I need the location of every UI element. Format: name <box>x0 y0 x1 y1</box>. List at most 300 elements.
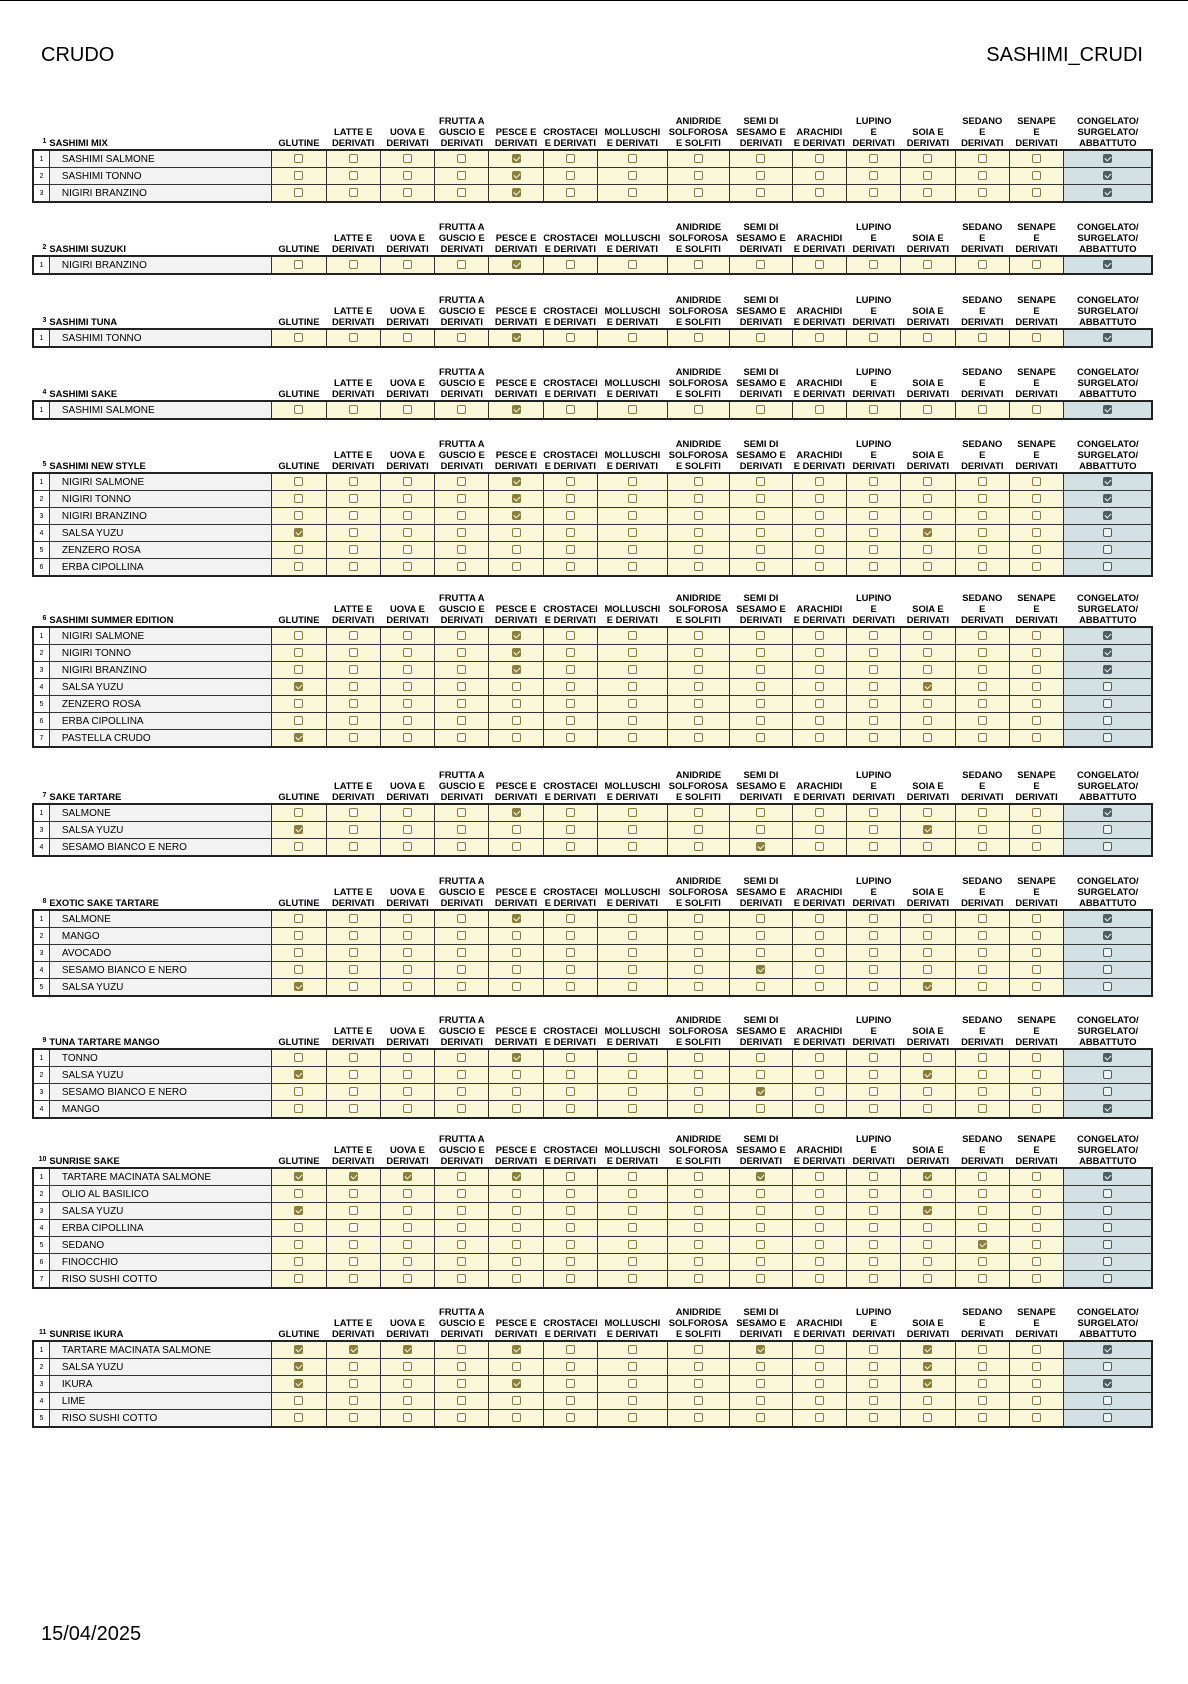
checkbox-empty-icon[interactable] <box>869 1345 878 1354</box>
checkbox-empty-icon[interactable] <box>978 631 987 640</box>
checkbox-empty-icon[interactable] <box>294 562 303 571</box>
checkbox-empty-icon[interactable] <box>923 631 932 640</box>
checkbox-empty-icon[interactable] <box>756 1362 765 1371</box>
checkbox-empty-icon[interactable] <box>349 716 358 725</box>
checkbox-empty-icon[interactable] <box>694 982 703 991</box>
checkbox-empty-icon[interactable] <box>349 494 358 503</box>
checkbox-empty-icon[interactable] <box>756 1240 765 1249</box>
checkbox-empty-icon[interactable] <box>628 1104 637 1113</box>
checkbox-empty-icon[interactable] <box>512 1070 521 1079</box>
checkbox-empty-icon[interactable] <box>978 477 987 486</box>
checkbox-empty-icon[interactable] <box>349 1223 358 1232</box>
checkbox-empty-icon[interactable] <box>815 842 824 851</box>
checkbox-empty-icon[interactable] <box>349 682 358 691</box>
checkbox-empty-icon[interactable] <box>512 1223 521 1232</box>
checkbox-empty-icon[interactable] <box>1103 825 1112 834</box>
checkbox-empty-icon[interactable] <box>815 511 824 520</box>
checkbox-checked-icon[interactable] <box>294 1362 303 1371</box>
checkbox-empty-icon[interactable] <box>566 260 575 269</box>
checkbox-empty-icon[interactable] <box>869 1104 878 1113</box>
checkbox-empty-icon[interactable] <box>1032 716 1041 725</box>
checkbox-empty-icon[interactable] <box>566 1053 575 1062</box>
checkbox-empty-icon[interactable] <box>1103 1362 1112 1371</box>
checkbox-empty-icon[interactable] <box>457 965 466 974</box>
checkbox-empty-icon[interactable] <box>1103 699 1112 708</box>
checkbox-empty-icon[interactable] <box>923 808 932 817</box>
checkbox-empty-icon[interactable] <box>1103 1070 1112 1079</box>
checkbox-empty-icon[interactable] <box>566 405 575 414</box>
checkbox-empty-icon[interactable] <box>756 699 765 708</box>
checkbox-checked-icon[interactable] <box>1103 808 1112 817</box>
checkbox-empty-icon[interactable] <box>978 842 987 851</box>
checkbox-empty-icon[interactable] <box>694 842 703 851</box>
checkbox-empty-icon[interactable] <box>628 1257 637 1266</box>
checkbox-empty-icon[interactable] <box>457 948 466 957</box>
checkbox-empty-icon[interactable] <box>566 965 575 974</box>
checkbox-checked-icon[interactable] <box>1103 477 1112 486</box>
checkbox-checked-icon[interactable] <box>923 682 932 691</box>
checkbox-empty-icon[interactable] <box>349 260 358 269</box>
checkbox-empty-icon[interactable] <box>756 171 765 180</box>
checkbox-empty-icon[interactable] <box>457 982 466 991</box>
checkbox-empty-icon[interactable] <box>628 260 637 269</box>
checkbox-empty-icon[interactable] <box>694 648 703 657</box>
checkbox-empty-icon[interactable] <box>694 154 703 163</box>
checkbox-empty-icon[interactable] <box>512 1087 521 1096</box>
checkbox-checked-icon[interactable] <box>349 1172 358 1181</box>
checkbox-empty-icon[interactable] <box>457 1223 466 1232</box>
checkbox-empty-icon[interactable] <box>403 1189 412 1198</box>
checkbox-empty-icon[interactable] <box>403 260 412 269</box>
checkbox-empty-icon[interactable] <box>403 1396 412 1405</box>
checkbox-empty-icon[interactable] <box>815 825 824 834</box>
checkbox-empty-icon[interactable] <box>628 562 637 571</box>
checkbox-checked-icon[interactable] <box>512 511 521 520</box>
checkbox-empty-icon[interactable] <box>978 562 987 571</box>
checkbox-empty-icon[interactable] <box>815 494 824 503</box>
checkbox-empty-icon[interactable] <box>815 965 824 974</box>
checkbox-empty-icon[interactable] <box>1103 1087 1112 1096</box>
checkbox-empty-icon[interactable] <box>566 1240 575 1249</box>
checkbox-empty-icon[interactable] <box>756 682 765 691</box>
checkbox-empty-icon[interactable] <box>1032 1206 1041 1215</box>
checkbox-checked-icon[interactable] <box>756 1345 765 1354</box>
checkbox-empty-icon[interactable] <box>978 982 987 991</box>
checkbox-empty-icon[interactable] <box>869 1206 878 1215</box>
checkbox-empty-icon[interactable] <box>869 825 878 834</box>
checkbox-empty-icon[interactable] <box>566 545 575 554</box>
checkbox-empty-icon[interactable] <box>756 1206 765 1215</box>
checkbox-empty-icon[interactable] <box>512 1189 521 1198</box>
checkbox-empty-icon[interactable] <box>1032 808 1041 817</box>
checkbox-empty-icon[interactable] <box>756 545 765 554</box>
checkbox-empty-icon[interactable] <box>403 1087 412 1096</box>
checkbox-empty-icon[interactable] <box>566 562 575 571</box>
checkbox-empty-icon[interactable] <box>457 648 466 657</box>
checkbox-empty-icon[interactable] <box>815 405 824 414</box>
checkbox-empty-icon[interactable] <box>349 931 358 940</box>
checkbox-empty-icon[interactable] <box>694 1379 703 1388</box>
checkbox-empty-icon[interactable] <box>815 1379 824 1388</box>
checkbox-empty-icon[interactable] <box>512 965 521 974</box>
checkbox-empty-icon[interactable] <box>349 1053 358 1062</box>
checkbox-empty-icon[interactable] <box>756 631 765 640</box>
checkbox-empty-icon[interactable] <box>294 333 303 342</box>
checkbox-empty-icon[interactable] <box>756 188 765 197</box>
checkbox-empty-icon[interactable] <box>566 808 575 817</box>
checkbox-empty-icon[interactable] <box>294 1087 303 1096</box>
checkbox-empty-icon[interactable] <box>349 1379 358 1388</box>
checkbox-empty-icon[interactable] <box>756 494 765 503</box>
checkbox-empty-icon[interactable] <box>1032 1362 1041 1371</box>
checkbox-empty-icon[interactable] <box>566 699 575 708</box>
checkbox-checked-icon[interactable] <box>923 1206 932 1215</box>
checkbox-empty-icon[interactable] <box>978 1172 987 1181</box>
checkbox-empty-icon[interactable] <box>978 494 987 503</box>
checkbox-empty-icon[interactable] <box>457 733 466 742</box>
checkbox-empty-icon[interactable] <box>566 511 575 520</box>
checkbox-empty-icon[interactable] <box>349 665 358 674</box>
checkbox-empty-icon[interactable] <box>815 477 824 486</box>
checkbox-checked-icon[interactable] <box>512 914 521 923</box>
checkbox-empty-icon[interactable] <box>815 188 824 197</box>
checkbox-empty-icon[interactable] <box>403 665 412 674</box>
checkbox-empty-icon[interactable] <box>403 494 412 503</box>
checkbox-empty-icon[interactable] <box>628 1206 637 1215</box>
checkbox-empty-icon[interactable] <box>923 1104 932 1113</box>
checkbox-empty-icon[interactable] <box>756 1104 765 1113</box>
checkbox-empty-icon[interactable] <box>815 1362 824 1371</box>
checkbox-checked-icon[interactable] <box>512 648 521 657</box>
checkbox-empty-icon[interactable] <box>628 842 637 851</box>
checkbox-empty-icon[interactable] <box>457 545 466 554</box>
checkbox-empty-icon[interactable] <box>694 477 703 486</box>
checkbox-empty-icon[interactable] <box>694 1070 703 1079</box>
checkbox-empty-icon[interactable] <box>756 914 765 923</box>
checkbox-empty-icon[interactable] <box>457 1345 466 1354</box>
checkbox-empty-icon[interactable] <box>978 733 987 742</box>
checkbox-empty-icon[interactable] <box>978 665 987 674</box>
checkbox-empty-icon[interactable] <box>457 682 466 691</box>
checkbox-empty-icon[interactable] <box>815 562 824 571</box>
checkbox-empty-icon[interactable] <box>628 1189 637 1198</box>
checkbox-empty-icon[interactable] <box>978 648 987 657</box>
checkbox-empty-icon[interactable] <box>815 260 824 269</box>
checkbox-empty-icon[interactable] <box>694 931 703 940</box>
checkbox-empty-icon[interactable] <box>923 511 932 520</box>
checkbox-checked-icon[interactable] <box>512 171 521 180</box>
checkbox-empty-icon[interactable] <box>628 333 637 342</box>
checkbox-checked-icon[interactable] <box>403 1345 412 1354</box>
checkbox-empty-icon[interactable] <box>923 1274 932 1283</box>
checkbox-empty-icon[interactable] <box>403 1413 412 1422</box>
checkbox-empty-icon[interactable] <box>457 631 466 640</box>
checkbox-empty-icon[interactable] <box>457 1104 466 1113</box>
checkbox-empty-icon[interactable] <box>457 171 466 180</box>
checkbox-checked-icon[interactable] <box>1103 1345 1112 1354</box>
checkbox-empty-icon[interactable] <box>566 733 575 742</box>
checkbox-empty-icon[interactable] <box>403 842 412 851</box>
checkbox-empty-icon[interactable] <box>1032 825 1041 834</box>
checkbox-empty-icon[interactable] <box>923 260 932 269</box>
checkbox-checked-icon[interactable] <box>512 1345 521 1354</box>
checkbox-empty-icon[interactable] <box>756 982 765 991</box>
checkbox-empty-icon[interactable] <box>1032 733 1041 742</box>
checkbox-checked-icon[interactable] <box>923 528 932 537</box>
checkbox-empty-icon[interactable] <box>294 545 303 554</box>
checkbox-empty-icon[interactable] <box>923 842 932 851</box>
checkbox-empty-icon[interactable] <box>403 631 412 640</box>
checkbox-empty-icon[interactable] <box>628 965 637 974</box>
checkbox-checked-icon[interactable] <box>294 1379 303 1388</box>
checkbox-empty-icon[interactable] <box>628 1379 637 1388</box>
checkbox-empty-icon[interactable] <box>512 682 521 691</box>
checkbox-empty-icon[interactable] <box>756 733 765 742</box>
checkbox-empty-icon[interactable] <box>978 405 987 414</box>
checkbox-empty-icon[interactable] <box>756 528 765 537</box>
checkbox-empty-icon[interactable] <box>457 528 466 537</box>
checkbox-checked-icon[interactable] <box>294 1345 303 1354</box>
checkbox-empty-icon[interactable] <box>869 511 878 520</box>
checkbox-empty-icon[interactable] <box>628 1053 637 1062</box>
checkbox-empty-icon[interactable] <box>756 716 765 725</box>
checkbox-empty-icon[interactable] <box>294 260 303 269</box>
checkbox-empty-icon[interactable] <box>349 648 358 657</box>
checkbox-checked-icon[interactable] <box>512 494 521 503</box>
checkbox-empty-icon[interactable] <box>1103 965 1112 974</box>
checkbox-empty-icon[interactable] <box>923 1223 932 1232</box>
checkbox-empty-icon[interactable] <box>628 528 637 537</box>
checkbox-empty-icon[interactable] <box>403 1053 412 1062</box>
checkbox-empty-icon[interactable] <box>978 1396 987 1405</box>
checkbox-empty-icon[interactable] <box>694 1362 703 1371</box>
checkbox-empty-icon[interactable] <box>628 1362 637 1371</box>
checkbox-empty-icon[interactable] <box>457 842 466 851</box>
checkbox-empty-icon[interactable] <box>756 665 765 674</box>
checkbox-empty-icon[interactable] <box>815 1206 824 1215</box>
checkbox-empty-icon[interactable] <box>457 1240 466 1249</box>
checkbox-empty-icon[interactable] <box>457 1172 466 1181</box>
checkbox-checked-icon[interactable] <box>512 405 521 414</box>
checkbox-empty-icon[interactable] <box>566 631 575 640</box>
checkbox-empty-icon[interactable] <box>628 1396 637 1405</box>
checkbox-empty-icon[interactable] <box>1032 528 1041 537</box>
checkbox-empty-icon[interactable] <box>403 562 412 571</box>
checkbox-empty-icon[interactable] <box>1032 1070 1041 1079</box>
checkbox-empty-icon[interactable] <box>1103 948 1112 957</box>
checkbox-empty-icon[interactable] <box>815 1413 824 1422</box>
checkbox-empty-icon[interactable] <box>566 1070 575 1079</box>
checkbox-empty-icon[interactable] <box>869 494 878 503</box>
checkbox-empty-icon[interactable] <box>349 1274 358 1283</box>
checkbox-empty-icon[interactable] <box>628 914 637 923</box>
checkbox-empty-icon[interactable] <box>457 1396 466 1405</box>
checkbox-empty-icon[interactable] <box>815 171 824 180</box>
checkbox-empty-icon[interactable] <box>756 333 765 342</box>
checkbox-empty-icon[interactable] <box>756 931 765 940</box>
checkbox-empty-icon[interactable] <box>756 1257 765 1266</box>
checkbox-empty-icon[interactable] <box>349 545 358 554</box>
checkbox-empty-icon[interactable] <box>403 931 412 940</box>
checkbox-empty-icon[interactable] <box>923 716 932 725</box>
checkbox-empty-icon[interactable] <box>694 682 703 691</box>
checkbox-checked-icon[interactable] <box>1103 494 1112 503</box>
checkbox-checked-icon[interactable] <box>1103 648 1112 657</box>
checkbox-empty-icon[interactable] <box>869 528 878 537</box>
checkbox-empty-icon[interactable] <box>349 965 358 974</box>
checkbox-empty-icon[interactable] <box>349 333 358 342</box>
checkbox-empty-icon[interactable] <box>978 333 987 342</box>
checkbox-empty-icon[interactable] <box>694 914 703 923</box>
checkbox-empty-icon[interactable] <box>1032 631 1041 640</box>
checkbox-empty-icon[interactable] <box>756 648 765 657</box>
checkbox-empty-icon[interactable] <box>869 405 878 414</box>
checkbox-empty-icon[interactable] <box>694 733 703 742</box>
checkbox-empty-icon[interactable] <box>512 1362 521 1371</box>
checkbox-empty-icon[interactable] <box>815 931 824 940</box>
checkbox-empty-icon[interactable] <box>756 562 765 571</box>
checkbox-empty-icon[interactable] <box>869 648 878 657</box>
checkbox-empty-icon[interactable] <box>294 171 303 180</box>
checkbox-empty-icon[interactable] <box>694 1206 703 1215</box>
checkbox-empty-icon[interactable] <box>756 511 765 520</box>
checkbox-empty-icon[interactable] <box>869 982 878 991</box>
checkbox-empty-icon[interactable] <box>978 1345 987 1354</box>
checkbox-empty-icon[interactable] <box>457 1257 466 1266</box>
checkbox-empty-icon[interactable] <box>1032 1223 1041 1232</box>
checkbox-empty-icon[interactable] <box>403 528 412 537</box>
checkbox-empty-icon[interactable] <box>628 494 637 503</box>
checkbox-empty-icon[interactable] <box>815 1104 824 1113</box>
checkbox-empty-icon[interactable] <box>756 260 765 269</box>
checkbox-checked-icon[interactable] <box>756 1172 765 1181</box>
checkbox-empty-icon[interactable] <box>869 1362 878 1371</box>
checkbox-empty-icon[interactable] <box>628 982 637 991</box>
checkbox-empty-icon[interactable] <box>756 808 765 817</box>
checkbox-checked-icon[interactable] <box>512 1379 521 1388</box>
checkbox-empty-icon[interactable] <box>628 1087 637 1096</box>
checkbox-empty-icon[interactable] <box>512 1396 521 1405</box>
checkbox-empty-icon[interactable] <box>1032 260 1041 269</box>
checkbox-empty-icon[interactable] <box>294 477 303 486</box>
checkbox-empty-icon[interactable] <box>1103 562 1112 571</box>
checkbox-empty-icon[interactable] <box>815 948 824 957</box>
checkbox-empty-icon[interactable] <box>403 808 412 817</box>
checkbox-empty-icon[interactable] <box>815 333 824 342</box>
checkbox-empty-icon[interactable] <box>923 171 932 180</box>
checkbox-empty-icon[interactable] <box>566 982 575 991</box>
checkbox-checked-icon[interactable] <box>1103 1172 1112 1181</box>
checkbox-empty-icon[interactable] <box>403 545 412 554</box>
checkbox-empty-icon[interactable] <box>457 1070 466 1079</box>
checkbox-empty-icon[interactable] <box>512 842 521 851</box>
checkbox-empty-icon[interactable] <box>815 1257 824 1266</box>
checkbox-empty-icon[interactable] <box>978 716 987 725</box>
checkbox-checked-icon[interactable] <box>1103 260 1112 269</box>
checkbox-empty-icon[interactable] <box>566 333 575 342</box>
checkbox-empty-icon[interactable] <box>1032 1345 1041 1354</box>
checkbox-empty-icon[interactable] <box>978 931 987 940</box>
checkbox-empty-icon[interactable] <box>978 1413 987 1422</box>
checkbox-checked-icon[interactable] <box>1103 333 1112 342</box>
checkbox-empty-icon[interactable] <box>566 842 575 851</box>
checkbox-empty-icon[interactable] <box>1032 1379 1041 1388</box>
checkbox-empty-icon[interactable] <box>566 1362 575 1371</box>
checkbox-empty-icon[interactable] <box>694 545 703 554</box>
checkbox-empty-icon[interactable] <box>815 545 824 554</box>
checkbox-empty-icon[interactable] <box>349 842 358 851</box>
checkbox-empty-icon[interactable] <box>457 1053 466 1062</box>
checkbox-empty-icon[interactable] <box>756 1053 765 1062</box>
checkbox-empty-icon[interactable] <box>566 1257 575 1266</box>
checkbox-empty-icon[interactable] <box>294 1053 303 1062</box>
checkbox-empty-icon[interactable] <box>566 948 575 957</box>
checkbox-empty-icon[interactable] <box>1032 965 1041 974</box>
checkbox-empty-icon[interactable] <box>756 1379 765 1388</box>
checkbox-checked-icon[interactable] <box>978 1240 987 1249</box>
checkbox-empty-icon[interactable] <box>923 562 932 571</box>
checkbox-empty-icon[interactable] <box>294 405 303 414</box>
checkbox-empty-icon[interactable] <box>294 1189 303 1198</box>
checkbox-empty-icon[interactable] <box>815 1223 824 1232</box>
checkbox-checked-icon[interactable] <box>1103 914 1112 923</box>
checkbox-empty-icon[interactable] <box>694 1189 703 1198</box>
checkbox-empty-icon[interactable] <box>512 1240 521 1249</box>
checkbox-empty-icon[interactable] <box>694 1413 703 1422</box>
checkbox-empty-icon[interactable] <box>694 1240 703 1249</box>
checkbox-empty-icon[interactable] <box>923 333 932 342</box>
checkbox-empty-icon[interactable] <box>869 1396 878 1405</box>
checkbox-empty-icon[interactable] <box>694 494 703 503</box>
checkbox-empty-icon[interactable] <box>628 171 637 180</box>
checkbox-empty-icon[interactable] <box>756 405 765 414</box>
checkbox-empty-icon[interactable] <box>628 931 637 940</box>
checkbox-empty-icon[interactable] <box>869 1189 878 1198</box>
checkbox-empty-icon[interactable] <box>349 188 358 197</box>
checkbox-empty-icon[interactable] <box>403 965 412 974</box>
checkbox-empty-icon[interactable] <box>978 682 987 691</box>
checkbox-empty-icon[interactable] <box>978 1070 987 1079</box>
checkbox-empty-icon[interactable] <box>566 1104 575 1113</box>
checkbox-empty-icon[interactable] <box>457 511 466 520</box>
checkbox-empty-icon[interactable] <box>349 1206 358 1215</box>
checkbox-empty-icon[interactable] <box>1032 682 1041 691</box>
checkbox-empty-icon[interactable] <box>869 1274 878 1283</box>
checkbox-empty-icon[interactable] <box>1103 1189 1112 1198</box>
checkbox-empty-icon[interactable] <box>694 716 703 725</box>
checkbox-empty-icon[interactable] <box>403 648 412 657</box>
checkbox-empty-icon[interactable] <box>628 477 637 486</box>
checkbox-empty-icon[interactable] <box>869 1223 878 1232</box>
checkbox-empty-icon[interactable] <box>978 545 987 554</box>
checkbox-empty-icon[interactable] <box>756 825 765 834</box>
checkbox-empty-icon[interactable] <box>294 914 303 923</box>
checkbox-empty-icon[interactable] <box>1032 494 1041 503</box>
checkbox-empty-icon[interactable] <box>1103 1274 1112 1283</box>
checkbox-empty-icon[interactable] <box>1032 154 1041 163</box>
checkbox-empty-icon[interactable] <box>1103 1413 1112 1422</box>
checkbox-empty-icon[interactable] <box>815 733 824 742</box>
checkbox-empty-icon[interactable] <box>923 965 932 974</box>
checkbox-empty-icon[interactable] <box>1032 333 1041 342</box>
checkbox-checked-icon[interactable] <box>1103 665 1112 674</box>
checkbox-empty-icon[interactable] <box>1032 948 1041 957</box>
checkbox-empty-icon[interactable] <box>457 1189 466 1198</box>
checkbox-empty-icon[interactable] <box>869 914 878 923</box>
checkbox-empty-icon[interactable] <box>694 511 703 520</box>
checkbox-checked-icon[interactable] <box>349 1345 358 1354</box>
checkbox-empty-icon[interactable] <box>457 333 466 342</box>
